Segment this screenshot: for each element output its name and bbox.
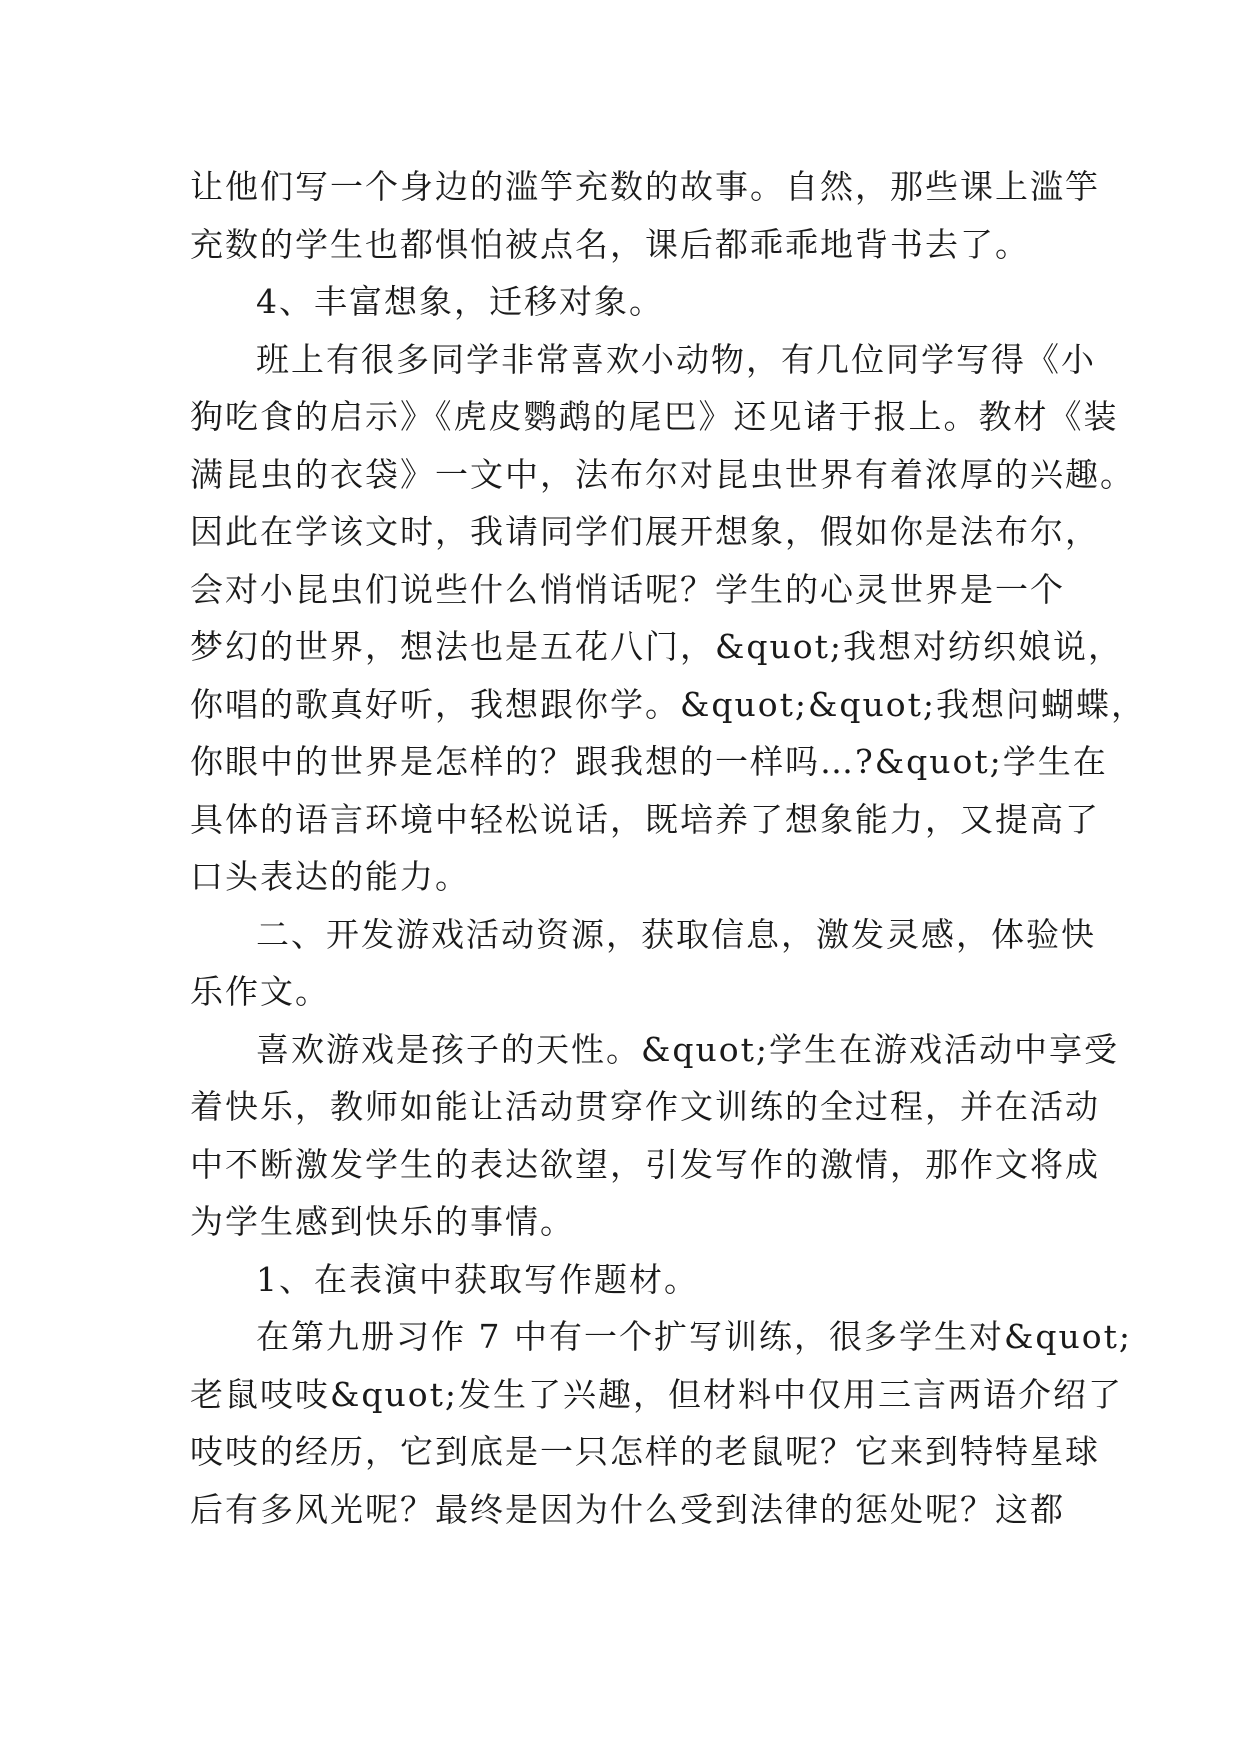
text-line: 狗吃食的启示》《虎皮鹦鹉的尾巴》还见诸于报上。教材《装	[190, 397, 1119, 436]
text-line: 满昆虫的衣袋》一文中，法布尔对昆虫世界有着浓厚的兴趣。	[190, 454, 1135, 494]
text-line: 为学生感到快乐的事情。	[190, 1202, 575, 1241]
text-line: 口头表达的能力。	[190, 857, 470, 896]
text-line: 喜欢游戏是孩子的天性。&quot;学生在游戏活动中享受	[256, 1029, 1119, 1069]
text-line: 中不断激发学生的表达欲望，引发写作的激情，那作文将成	[190, 1144, 1100, 1184]
text-line: 会对小昆虫们说些什么悄悄话呢？学生的心灵世界是一个	[190, 569, 1065, 609]
text-line: 着快乐，教师如能让活动贯穿作文训练的全过程，并在活动	[190, 1087, 1100, 1126]
document-body	[190, 158, 1146, 1538]
text-line: 4、丰富想象，迁移对象。	[256, 282, 664, 321]
text-line: 后有多风光呢？最终是因为什么受到法律的惩处呢？这都	[190, 1489, 1065, 1529]
text-line: 老鼠吱吱&quot;发生了兴趣，但材料中仅用三言两语介绍了	[190, 1374, 1123, 1414]
text-line: 在第九册习作 7 中有一个扩写训练，很多学生对&quot;	[256, 1317, 1132, 1356]
text-line: 吱吱的经历，它到底是一只怎样的老鼠呢？它来到特特星球	[190, 1432, 1100, 1471]
text-line: 充数的学生也都惧怕被点名，课后都乖乖地背书去了。	[190, 224, 1030, 264]
text-line: 乐作文。	[190, 972, 330, 1011]
text-line: 具体的语言环境中轻松说话，既培养了想象能力，又提高了	[190, 799, 1100, 839]
text-line: 因此在学该文时，我请同学们展开想象，假如你是法布尔，	[190, 512, 1100, 551]
text-line: 梦幻的世界，想法也是五花八门，&quot;我想对纺织娘说，	[190, 627, 1123, 666]
text-line: 你唱的歌真好听，我想跟你学。&quot;&quot;我想问蝴蝶，	[190, 684, 1146, 724]
text-line: 班上有很多同学非常喜欢小动物，有几位同学写得《小	[256, 339, 1096, 379]
text-line: 你眼中的世界是怎样的？跟我想的一样吗…?&quot;学生在	[190, 742, 1108, 781]
text-line: 让他们写一个身边的滥竽充数的故事。自然，那些课上滥竽	[190, 167, 1100, 206]
text-line: 二、开发游戏活动资源，获取信息，激发灵感，体验快	[256, 914, 1096, 954]
text-line: 1、在表演中获取写作题材。	[256, 1259, 699, 1299]
